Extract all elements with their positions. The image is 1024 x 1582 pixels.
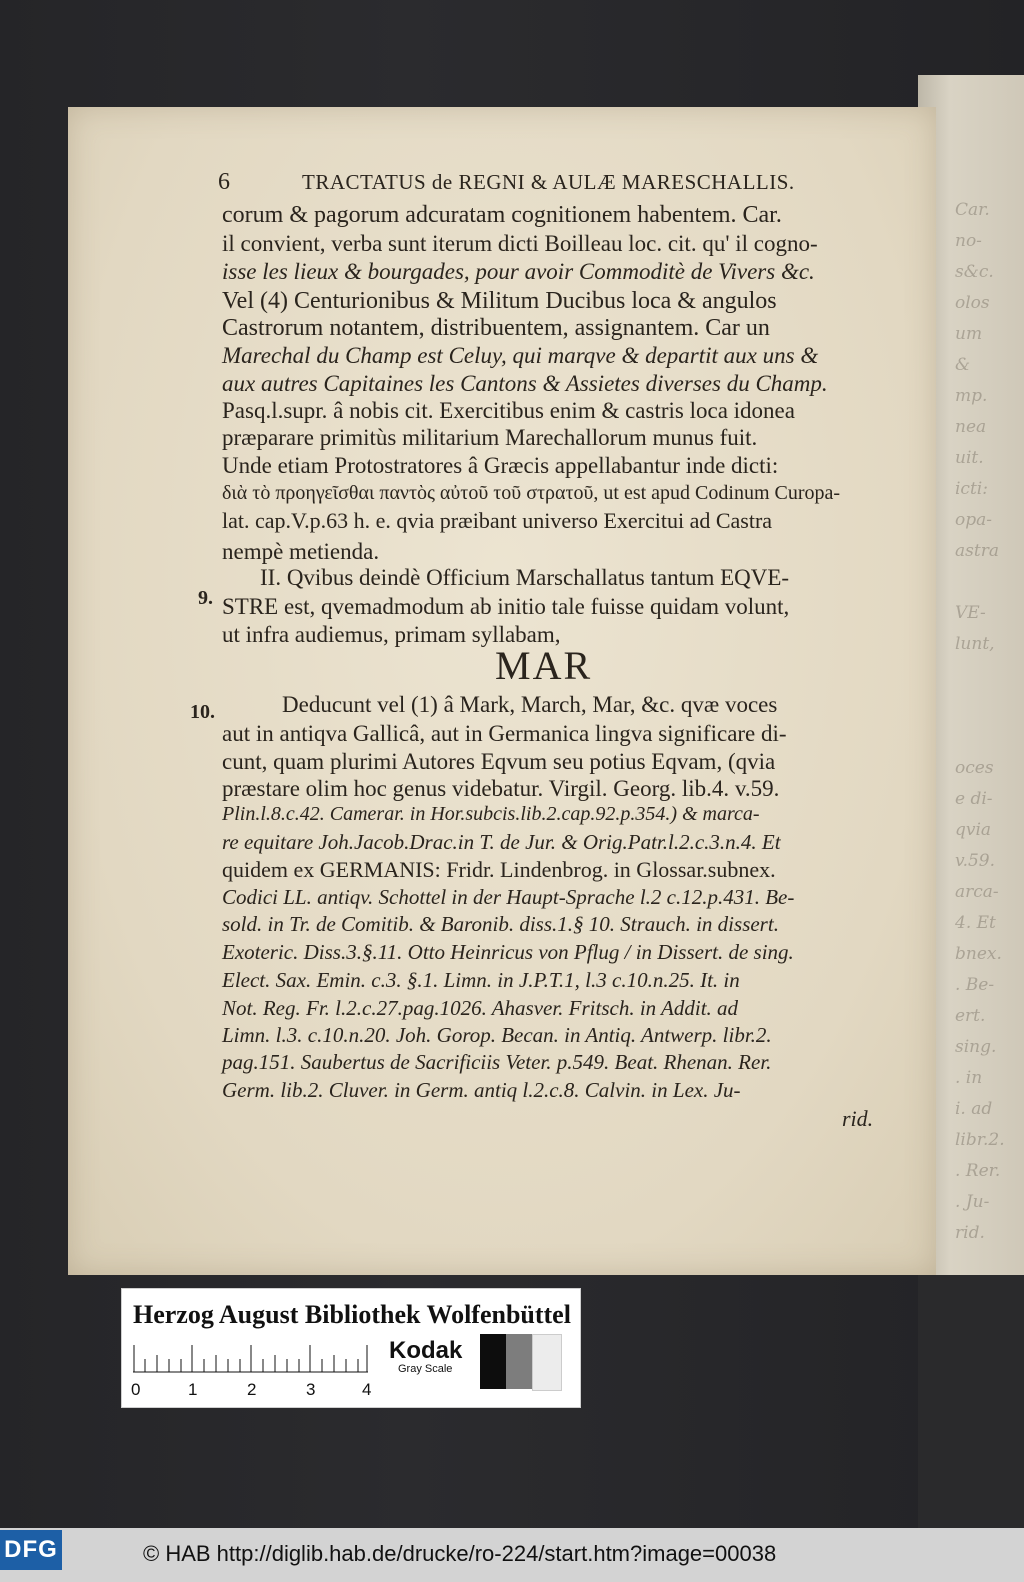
section-heading: MAR: [495, 643, 593, 688]
footer-credit: © HAB http://diglib.hab.de/drucke/ro-224/start.htm?image=00038: [143, 1541, 777, 1566]
text-line: Codici LL. antiqv. Schottel in der Haupt-Sprache l.2 c.12.p.431. Be-: [222, 885, 795, 909]
text-line: Castrorum notantem, distribuentem, assignantem. Car un: [222, 315, 770, 341]
text-line: lat. cap.V.p.63 h. e. qvia præibant universo Exercitui ad Castra: [222, 508, 773, 533]
text-line: Unde etiam Protostratores â Græcis appellabantur inde dicti:: [222, 453, 779, 478]
text-line: aux autres Capitaines les Cantons & Assietes diverses du Champ.: [222, 371, 828, 396]
text-line: Vel (4) Centurionibus & Militum Ducibus loca & angulos: [222, 288, 777, 314]
ruler-number: 4: [362, 1380, 372, 1399]
text-line: sold. in Tr. de Comitib. & Baronib. diss.1.§ 10. Strauch. in dissert.: [222, 912, 779, 936]
gray-swatch-black: [480, 1334, 506, 1389]
text-line: II. Qvibus deindè Officium Marschallatus tantum EQVE-: [260, 565, 790, 590]
scale-ruler: [133, 1343, 368, 1373]
text-line: isse les lieux & bourgades, pour avoir Commoditè de Vivers &c.: [222, 259, 815, 284]
text-line: διὰ τὸ προηγεῖσθαι παντὸς αὐτοῦ τοῦ στρατοῦ, ut est apud Codinum Curopa-: [222, 482, 841, 504]
text-line: nempè metienda.: [222, 539, 380, 564]
kodak-brand: Kodak: [389, 1337, 463, 1364]
ruler-number: 1: [188, 1380, 198, 1399]
ruler-number: 2: [247, 1380, 257, 1399]
text-line: Pasq.l.supr. â nobis cit. Exercitibus enim & castris loca idonea: [222, 398, 795, 423]
text-line: Germ. lib.2. Cluver. in Germ. antiq l.2.c.8. Calvin. in Lex. Ju-: [222, 1078, 741, 1102]
text-line: pag.151. Saubertus de Sacrificiis Veter. p.549. Beat. Rhenan. Rer.: [222, 1050, 772, 1074]
text-line: præparare primitùs militarium Marechallorum munus fuit.: [222, 425, 758, 450]
facing-page-shadow: [918, 1275, 1024, 1545]
text-line: il convient, verba sunt iterum dicti Boilleau loc. cit. qu' il cogno-: [222, 231, 818, 256]
text-line: Exoteric. Diss.3.§.11. Otto Heinricus von Pflug / in Dissert. de sing.: [222, 940, 794, 964]
text-line: præstare olim hoc genus videbatur. Virgil. Georg. lib.4. v.59.: [222, 776, 780, 801]
catchword: rid.: [842, 1106, 874, 1131]
text-line: re equitare Joh.Jacob.Drac.in T. de Jur. & Orig.Patr.l.2.c.3.n.4. Et: [222, 830, 781, 854]
running-header: TRACTATUS de REGNI & AULÆ MARESCHALLIS.: [302, 170, 795, 194]
library-name: Herzog August Bibliothek Wolfenbüttel: [133, 1300, 571, 1329]
page-number: 6: [218, 169, 230, 195]
text-line: cunt, quam plurimi Autores Eqvum seu potius Eqvam, (qvia: [222, 749, 776, 774]
text-line: quidem ex GERMANIS: Fridr. Lindenbrog. in Glossar.subnex.: [222, 857, 776, 882]
text-line: aut in antiqva Gallicâ, aut in Germanica lingva significare di-: [222, 721, 787, 746]
text-line: Not. Reg. Fr. l.2.c.27.pag.1026. Ahasver. Fritsch. in Addit. ad: [222, 996, 739, 1020]
margin-number: 9.: [198, 587, 213, 609]
dfg-logo: DFG: [0, 1530, 62, 1570]
text-line: Deducunt vel (1) â Mark, March, Mar, &c. qvæ voces: [282, 692, 778, 717]
text-line: ut infra audiemus, primam syllabam,: [222, 622, 561, 647]
text-line: corum & pagorum adcuratam cognitionem habentem. Car.: [222, 202, 782, 228]
gray-swatch-mid: [506, 1334, 532, 1389]
facing-page-bleed-through: Car. no- s&c. olos um & mp. nea uit. icti: opa- astra VE- lunt, oces e di- qvia v.59. arca- 4. Et bnex. . Be- ert. sing. . in i. ad libr.2. . Rer. . Ju- rid.: [955, 200, 1005, 1243]
text-line: Plin.l.8.c.42. Camerar. in Hor.subcis.lib.2.cap.92.p.354.) & marca-: [222, 803, 760, 825]
margin-number: 10.: [190, 701, 215, 723]
text-line: Elect. Sax. Emin. c.3. §.1. Limn. in J.P.T.1, l.3 c.10.n.25. It. in: [222, 968, 740, 992]
text-line: STRE est, qvemadmodum ab initio tale fuisse quidam volunt,: [222, 594, 790, 619]
ruler-number: 0: [131, 1380, 141, 1399]
text-line: Limn. l.3. c.10.n.20. Joh. Gorop. Becan. in Antiq. Antwerp. libr.2.: [222, 1023, 772, 1047]
text-line: Marechal du Champ est Celuy, qui marqve & departit aux uns &: [222, 343, 819, 368]
gray-scale-label: Gray Scale: [398, 1363, 453, 1375]
ruler-number: 3: [306, 1380, 316, 1399]
gray-swatch-light: [532, 1334, 562, 1391]
